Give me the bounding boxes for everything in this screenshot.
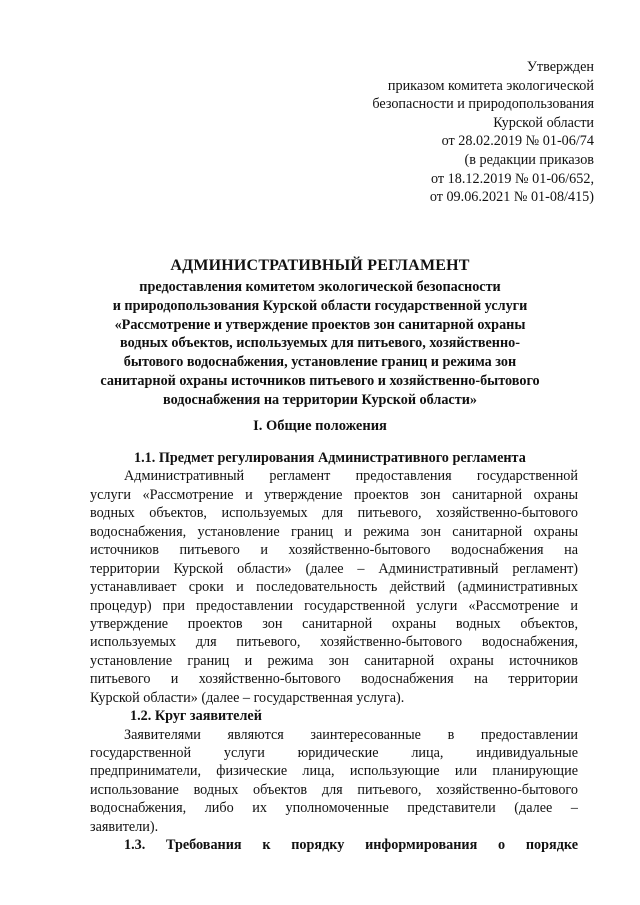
subtitle-line: санитарной охраны источников питьевого и хозяйственно-бытового — [100, 372, 540, 389]
paragraph-line: использование водных объектов для питьевого, хозяйственно-бытового — [90, 781, 578, 798]
approval-line: (в редакции приказов — [464, 151, 594, 168]
paragraph-line: водоснабжения, либо их уполномоченные представители (далее – — [90, 800, 578, 817]
paragraph-line: установление границ и режима зон санитарной охраны источников — [90, 652, 578, 669]
subsection-heading: 1.1. Предмет регулирования Административного регламента — [134, 450, 526, 466]
paragraph-line: используемых для питьевого, хозяйственно-бытового водоснабжения, — [90, 634, 578, 651]
paragraph-line: Административный регламент предоставления государственной — [124, 468, 578, 485]
paragraph-line: услуги «Рассмотрение и утверждение проектов зон санитарной охраны — [90, 486, 578, 503]
document-body — [90, 449, 578, 855]
paragraph-line: устанавливает сроки и последовательность действий (административных — [90, 579, 578, 596]
subtitle-line: «Рассмотрение и утверждение проектов зон санитарной охраны — [114, 316, 526, 333]
approval-stamp — [294, 58, 594, 207]
paragraph-line: государственной услуги юридические лица, индивидуальные — [90, 745, 578, 761]
paragraph-line: Заявителями являются заинтересованные в предоставлении — [124, 726, 578, 743]
subtitle-line: и природопользования Курской области государственной услуги — [112, 297, 528, 314]
approval-line: от 28.02.2019 № 01-06/74 — [441, 133, 594, 150]
paragraph-line: водоснабжения, установление границ и режима зон санитарной охраны — [90, 523, 578, 540]
paragraph-line: питьевого и хозяйственно-бытового водоснабжения на территории — [90, 671, 578, 688]
subsection-heading: 1.3. Требования к порядку информирования о порядке — [124, 837, 578, 854]
paragraph-line: Курской области» (далее – государственная услуга). — [90, 689, 405, 706]
paragraph-line: предприниматели, физические лица, использующие или планирующие — [90, 763, 578, 780]
document-subtitle — [80, 278, 560, 410]
approval-line: безопасности и природопользования — [372, 96, 594, 113]
approval-line: от 18.12.2019 № 01-06/652, — [431, 170, 594, 187]
subsection-heading: 1.2. Круг заявителей — [130, 708, 262, 725]
subtitle-line: предоставления комитетом экологической безопасности — [139, 279, 501, 295]
approval-line: приказом комитета экологической — [387, 77, 594, 94]
paragraph-line: территории Курской области» (далее – Административный регламент) — [90, 560, 578, 577]
paragraph-line: утверждение проектов зон санитарной охраны водных объектов, — [90, 615, 578, 632]
paragraph-line: источников питьевого и хозяйственно-бытового водоснабжения на — [90, 542, 578, 559]
subtitle-line: водных объектов, используемых для питьевого, хозяйственно- — [120, 335, 520, 352]
approval-line: Курской области — [493, 114, 594, 131]
approval-line: Утвержден — [526, 59, 594, 75]
subtitle-line: бытового водоснабжения, установление границ и режима зон — [123, 354, 517, 371]
section-heading: I. Общие положения — [253, 418, 387, 434]
subtitle-line: водоснабжения на территории Курской области» — [163, 391, 477, 408]
paragraph-line: заявители). — [90, 818, 159, 835]
approval-line: от 09.06.2021 № 01-08/415) — [429, 189, 594, 206]
document-title-block — [80, 254, 560, 410]
paragraph-line: водных объектов, используемых для питьевого, хозяйственно-бытового — [90, 505, 578, 522]
document-title: АДМИНИСТРАТИВНЫЙ РЕГЛАМЕНТ — [170, 257, 470, 274]
paragraph-line: процедур) при предоставлении государственной услуги «Рассмотрение и — [90, 597, 578, 614]
